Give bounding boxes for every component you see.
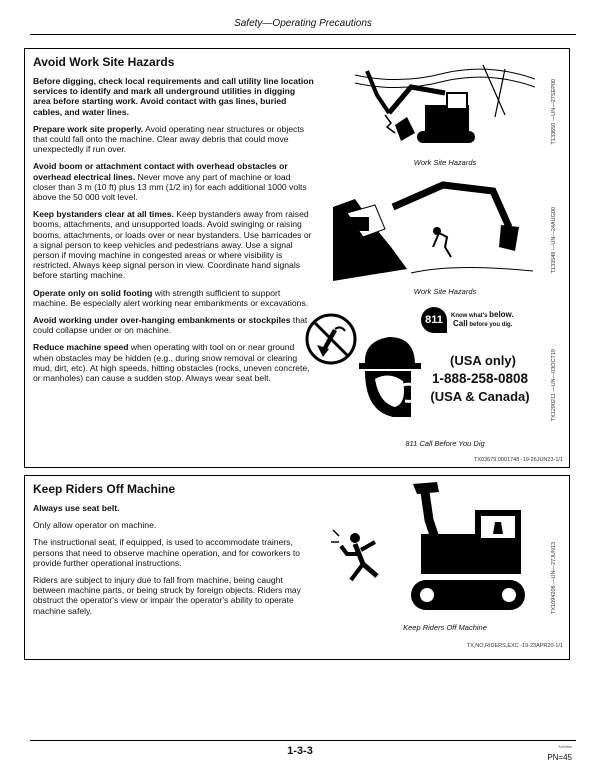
page-number: 1-3-3 bbox=[287, 745, 313, 757]
section1-p4 bbox=[33, 209, 315, 280]
811-call-text bbox=[453, 319, 512, 328]
section1-p7-bold: Reduce machine speed bbox=[33, 342, 129, 353]
phone-number: 1-888-258-0808 bbox=[431, 371, 529, 386]
section1-p7-text: when operating with tool on or near ground when obstacles may be hidden (e.g., during snow removal or clearing mud, dirt, etc). At high speeds, hitting obstacles (rocks, uneven concrete, or manholes) can cause a sudden stop. Always wear seat belt. bbox=[33, 342, 310, 384]
section1-p3-bold: Avoid boom or attachment contact with overhead obstacles or overhead electrical lines. bbox=[33, 161, 288, 182]
call-811-illustration bbox=[303, 307, 537, 437]
section1-p4-text: Keep bystanders away from raised booms, attachments, and unsupported loads. Avoid swinging or raising booms, attachments, or loads over or near bystanders. Use barricades or a signal person to keep vehicles and pedestrians away. Use a signal person if moving machine in congested areas or where visibility is restricted. Always keep signal person in view. Coordinate hand signals before starting machine. bbox=[33, 209, 312, 281]
section1-p4-bold: Keep bystanders clear at all times. bbox=[33, 209, 174, 220]
section1-p6-text: that could collapse under or on machine. bbox=[33, 315, 308, 336]
section1-p5 bbox=[33, 288, 315, 308]
excavator-power-lines-illustration bbox=[355, 55, 535, 157]
figure4-id: TX1094208 —UN—27JUN13 bbox=[551, 542, 557, 614]
figure2-caption: Work Site Hazards bbox=[413, 287, 477, 296]
page-header: Safety—Operating Precautions bbox=[234, 18, 372, 29]
section1-p3-text: Never move any part of machine or load closer than 3 m (10 ft) plus 13 mm (1/2 in) for each additional 1000 volts above the 50 000 volt level. bbox=[33, 171, 307, 203]
figure2-id: T133549 —UN—24AUG00 bbox=[551, 207, 557, 274]
section1-title: Avoid Work Site Hazards bbox=[33, 55, 175, 69]
811-know-lead: Know what's bbox=[451, 313, 490, 319]
section2-p1-bold: Always use seat belt. bbox=[33, 503, 120, 513]
header-rule bbox=[30, 34, 576, 35]
811-know-below: below. bbox=[489, 310, 514, 319]
usa-only-label: (USA only) bbox=[450, 353, 516, 368]
figure1-caption: Work Site Hazards bbox=[413, 158, 477, 167]
section2-p3: The instructional seat, if equipped, is used to accommodate trainers, persons that need to observe machine operation, and for coworkers to provide further operational instructions. bbox=[33, 537, 301, 568]
section1-p2-bold: Prepare work site properly. bbox=[33, 123, 144, 134]
section2-p1 bbox=[33, 503, 315, 513]
figure1-id: T133650 —UN—27SEP00 bbox=[551, 79, 557, 145]
section1-reference: TX03679,0001748 -19-26JUN23-1/1 bbox=[474, 457, 563, 463]
figure3-caption: 811 Call Before You Dig bbox=[405, 439, 485, 448]
usa-canada-label: (USA & Canada) bbox=[430, 389, 530, 404]
section1-p2 bbox=[33, 124, 315, 155]
pn-label: PN=45 bbox=[547, 753, 572, 762]
figure3-id: TX1290211 —UN—03OCT19 bbox=[551, 349, 557, 422]
section2-p2: Only allow operator on machine. bbox=[33, 520, 157, 531]
section1-p1-bold: Before digging, check local requirements and call utility line location services to identify and mark all underground utilities in digging area before starting work. Avoid contact with gas lines, buried cables, and water lines. bbox=[33, 76, 314, 117]
section2-title: Keep Riders Off Machine bbox=[33, 482, 176, 496]
section1-p6 bbox=[33, 315, 315, 335]
figure4-caption: Keep Riders Off Machine bbox=[403, 623, 487, 632]
footer-small-text: NoYear bbox=[558, 744, 572, 749]
section1-p5-text: with strength sufficient to support machine. Be especially alert working near embankments or excavations. bbox=[33, 287, 309, 308]
section1-p5-bold: Operate only on solid footing bbox=[33, 287, 153, 298]
section2-reference: TX,NO,RIDERS,EXC -19-23APR20-1/1 bbox=[466, 643, 563, 649]
section-keep-riders-off-machine bbox=[24, 475, 570, 660]
section1-p3 bbox=[33, 161, 315, 202]
footer-rule bbox=[30, 740, 576, 741]
section1-p7 bbox=[33, 342, 315, 383]
excavator-embankment-illustration bbox=[333, 177, 533, 285]
811-call-word: Call bbox=[453, 319, 468, 328]
811-know-text bbox=[451, 310, 514, 319]
section1-p6-bold: Avoid working under over-hanging embankments or stockpiles bbox=[33, 315, 291, 326]
section1-p2-text: Avoid operating near structures or objects that could fall onto the machine. Clear away debris that could move unexpectedly if run over. bbox=[33, 123, 304, 155]
811-logo: 811 bbox=[421, 307, 447, 333]
section1-text bbox=[33, 55, 315, 390]
811-call-rest: before you dig. bbox=[467, 322, 513, 328]
rider-falling-illustration bbox=[317, 480, 533, 620]
section1-p1 bbox=[33, 76, 315, 117]
section-avoid-work-site-hazards bbox=[24, 48, 570, 468]
section2-p4: Riders are subject to injury due to fall from machine, being caught between machine parts, or being struck by foreign objects. Riders may obstruct the operator's view or impair the operator's ability to operate machine safely. bbox=[33, 575, 301, 616]
section2-text bbox=[33, 482, 315, 623]
